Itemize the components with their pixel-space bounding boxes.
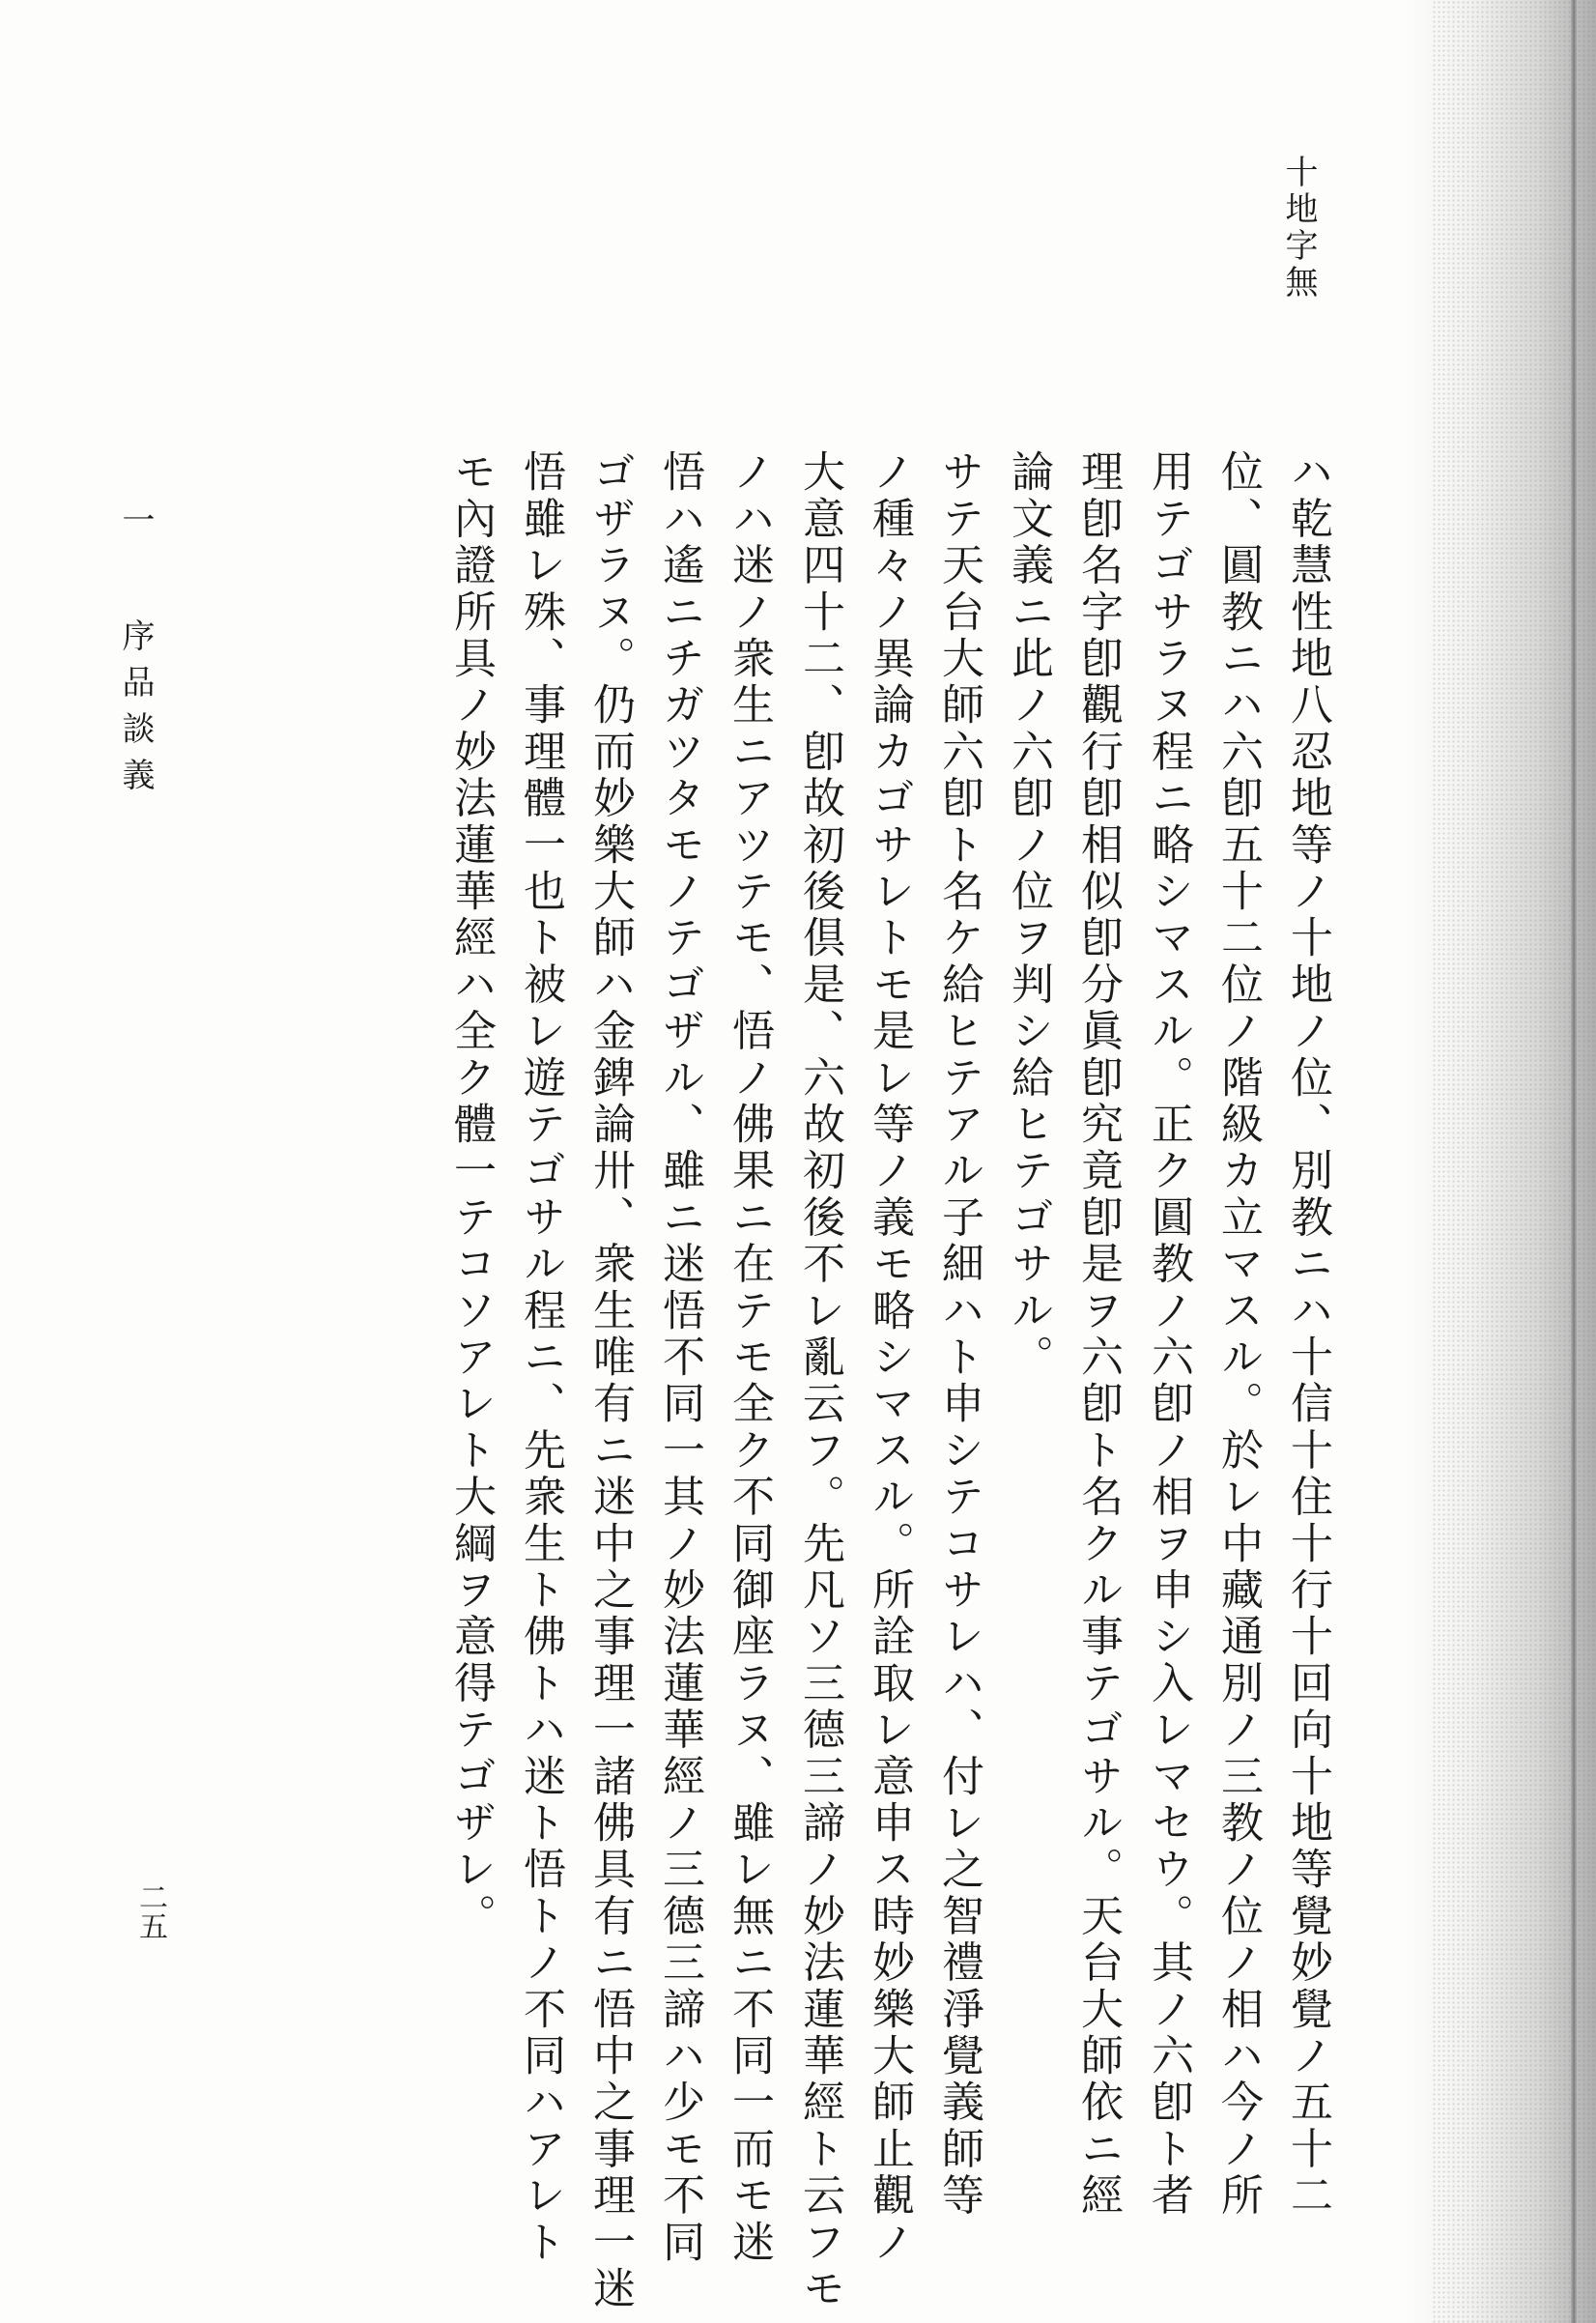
- binding-gutter-line: [1571, 0, 1577, 2323]
- page-number: 二五: [133, 1882, 167, 1940]
- body-line-1: ハ乾慧性地八忍地等ノ十地ノ位、別教ニハ十信十住十行十回向十地等覺妙覺ノ五十二: [1283, 449, 1332, 2220]
- body-line-2: 位、圓教ニハ六卽五十二位ノ階級カ立マスル。於レ中藏通別ノ三教ノ位ノ相ハ今ノ所: [1213, 449, 1263, 2220]
- body-line-10: 悟ハ遙ニチガツタモノテゴザル、雖ニ迷悟不同一其ノ妙法蓮華經ノ三德三諦ハ少モ不同: [655, 449, 704, 2266]
- body-line-8: 大意四十二、卽故初後倶是、六故初後不レ亂云フ。先凡ソ三德三諦ノ妙法蓮華經ト云フモ: [795, 449, 844, 2312]
- body-line-3: 用テゴサラヌ程ニ略シマスル。正ク圓教ノ六卽ノ相ヲ申シ入レマセウ。其ノ六卽ト者: [1144, 449, 1193, 2220]
- running-head-volume: 一: [116, 502, 155, 535]
- body-line-4: 理卽名字卽觀行卽相似卽分眞卽究竟卽是ヲ六卽ト名クル事テゴサル。天台大師依ニ經: [1073, 449, 1123, 2220]
- body-line-5: 論文義ニ此ノ六卽ノ位ヲ判シ給ヒテゴサル。: [1004, 449, 1053, 1381]
- body-line-9: ノハ迷ノ衆生ニアツテモ、悟ノ佛果ニ在テモ全ク不同御座ラヌ、雖レ無ニ不同一而モ迷: [725, 449, 774, 2266]
- margin-headnote: 十地字無: [1279, 155, 1318, 301]
- body-line-12: 悟雖レ殊、事理體一也ト被レ遊テゴサル程ニ、先衆生ト佛トハ迷ト悟トノ不同ハアレト: [516, 449, 565, 2266]
- body-line-13: モ內證所具ノ妙法蓮華經ハ全ク體一テコソアレト大綱ヲ意得テゴザレ。: [446, 449, 496, 1940]
- body-line-11: ゴザラヌ。仍而妙樂大師ハ金錍論卅、衆生唯有ニ迷中之事理一諸佛具有ニ悟中之事理一迷: [585, 449, 635, 2312]
- running-head-title: 序品談義: [116, 618, 155, 804]
- body-line-7: ノ種々ノ異論カゴサレトモ是レ等ノ義モ略シマスル。所詮取レ意申ス時妙樂大師止觀ノ: [865, 449, 914, 2266]
- body-line-6: サテ天台大師六卽ト名ケ給ヒテアル子細ハト申シテコサレハ、付レ之智禮淨覺義師等: [934, 449, 983, 2220]
